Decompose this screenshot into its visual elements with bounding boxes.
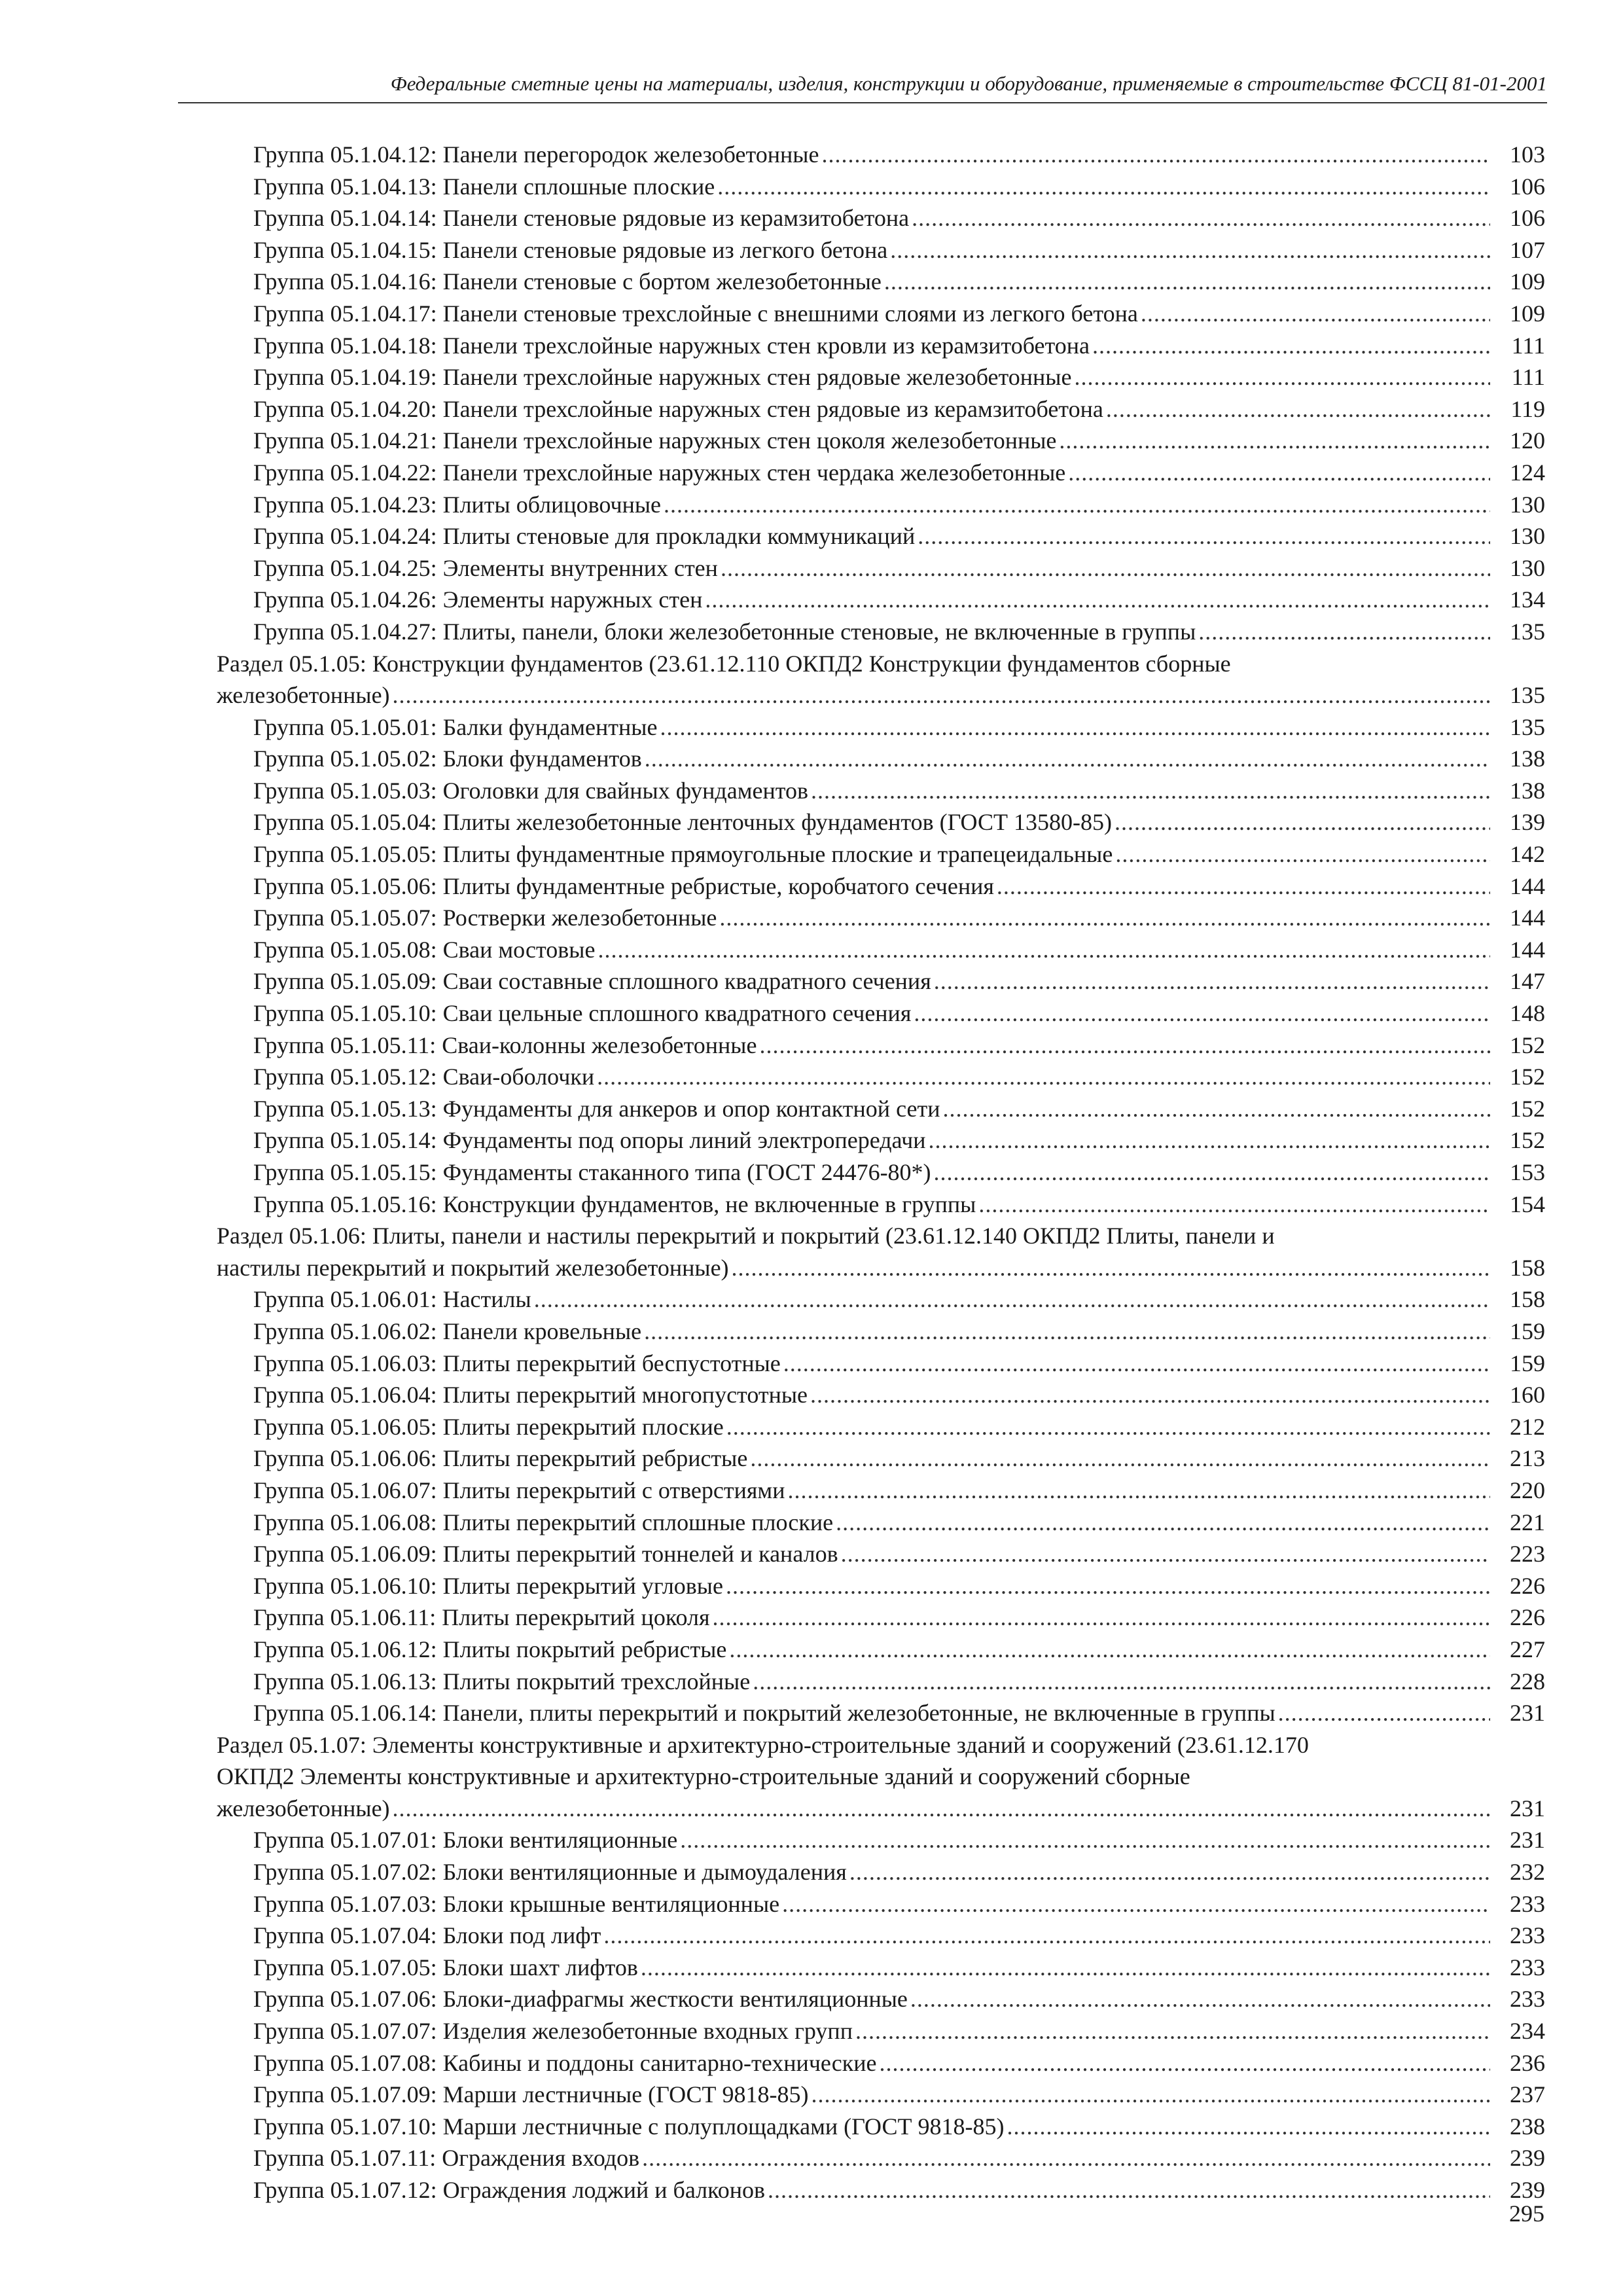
toc-group-entry[interactable] bbox=[217, 934, 1545, 966]
toc-entry-title: Группа 05.1.04.15: Панели стеновые рядовые из легкого бетона bbox=[253, 236, 888, 263]
dot-leader bbox=[719, 902, 1490, 934]
dot-leader bbox=[1059, 425, 1490, 457]
toc-entry-title: Группа 05.1.04.27: Плиты, панели, блоки железобетонные стеновые, не включенные в группы bbox=[253, 618, 1196, 645]
dot-leader bbox=[841, 1538, 1490, 1570]
toc-group-entry[interactable] bbox=[217, 1697, 1545, 1729]
toc-entry-page: 231 bbox=[1510, 1700, 1545, 1727]
dot-leader bbox=[393, 1793, 1490, 1825]
toc-group-entry[interactable] bbox=[217, 2079, 1545, 2111]
toc-entry-page: 134 bbox=[1510, 586, 1545, 613]
toc-entry-title: Группа 05.1.06.02: Панели кровельные bbox=[253, 1318, 642, 1344]
dot-leader bbox=[597, 1061, 1490, 1093]
toc-entry-title: Группа 05.1.06.01: Настилы bbox=[253, 1286, 531, 1313]
dot-leader bbox=[997, 870, 1490, 903]
toc-entry-page: 153 bbox=[1510, 1159, 1545, 1185]
toc-group-entry[interactable] bbox=[217, 457, 1545, 489]
toc-entry-page: 147 bbox=[1510, 968, 1545, 995]
toc-entry-page: 158 bbox=[1510, 1286, 1545, 1313]
dot-leader bbox=[713, 1602, 1490, 1634]
toc-group-entry[interactable] bbox=[217, 520, 1545, 552]
toc-group-entry[interactable] bbox=[217, 1952, 1545, 1984]
toc-entry-page: 135 bbox=[1510, 713, 1545, 740]
toc-entry-page: 220 bbox=[1510, 1477, 1545, 1503]
dot-leader bbox=[597, 934, 1490, 966]
toc-entry-page: 231 bbox=[1510, 1795, 1545, 1821]
toc-group-entry[interactable] bbox=[217, 202, 1545, 234]
toc-entry-title: Группа 05.1.07.01: Блоки вентиляционные bbox=[253, 1827, 678, 1854]
toc-entry-page: 130 bbox=[1510, 523, 1545, 550]
toc-group-entry[interactable] bbox=[217, 1379, 1545, 1411]
toc-group-entry[interactable] bbox=[217, 489, 1545, 521]
toc-group-entry[interactable] bbox=[217, 1283, 1545, 1316]
table-of-contents bbox=[217, 139, 1545, 2206]
toc-entry-title: Группа 05.1.04.18: Панели трехслойные наружных стен кровли из керамзитобетона bbox=[253, 332, 1090, 359]
dot-leader bbox=[1115, 806, 1490, 838]
dot-leader bbox=[729, 1634, 1490, 1666]
toc-entry-page: 160 bbox=[1510, 1382, 1545, 1408]
toc-entry-page: 233 bbox=[1510, 1922, 1545, 1949]
dot-leader bbox=[836, 1507, 1490, 1539]
toc-entry-title: Группа 05.1.05.03: Оголовки для свайных фундаментов bbox=[253, 777, 809, 804]
toc-entry-page: 233 bbox=[1510, 1954, 1545, 1981]
toc-entry-page: 138 bbox=[1510, 745, 1545, 772]
dot-leader bbox=[821, 139, 1490, 171]
toc-entry-title: Группа 05.1.04.14: Панели стеновые рядовые из керамзитобетона bbox=[253, 205, 910, 232]
toc-entry-page: 107 bbox=[1510, 236, 1545, 263]
toc-group-entry[interactable] bbox=[217, 1666, 1545, 1698]
page-number: 295 bbox=[1509, 2200, 1544, 2227]
toc-section-entry[interactable] bbox=[217, 679, 1545, 711]
toc-entry-page: 106 bbox=[1510, 205, 1545, 232]
toc-group-entry[interactable] bbox=[217, 616, 1545, 648]
toc-entry-title: Группа 05.1.07.05: Блоки шахт лифтов bbox=[253, 1954, 638, 1981]
toc-entry-title: Группа 05.1.07.09: Марши лестничные (ГОСТ 9818-85) bbox=[253, 2081, 809, 2108]
toc-entry-page: 152 bbox=[1510, 1095, 1545, 1122]
toc-entry-title: Группа 05.1.05.16: Конструкции фундаментов, не включенные в группы bbox=[253, 1191, 976, 1217]
dot-leader bbox=[1074, 361, 1490, 393]
toc-entry-page: 144 bbox=[1510, 936, 1545, 963]
toc-group-entry[interactable] bbox=[217, 1602, 1545, 1634]
dot-leader bbox=[726, 1411, 1490, 1443]
dot-leader bbox=[1278, 1697, 1490, 1729]
dot-leader bbox=[811, 775, 1490, 807]
toc-entry-page: 119 bbox=[1510, 395, 1545, 422]
toc-group-entry[interactable] bbox=[217, 393, 1545, 425]
toc-group-entry[interactable] bbox=[217, 1475, 1545, 1507]
toc-entry-page: 109 bbox=[1510, 300, 1545, 327]
toc-entry-page: 135 bbox=[1510, 618, 1545, 645]
toc-group-entry[interactable] bbox=[217, 838, 1545, 870]
dot-leader bbox=[1141, 298, 1490, 330]
dot-leader bbox=[1198, 616, 1490, 648]
toc-entry-page: 159 bbox=[1510, 1318, 1545, 1344]
toc-group-entry[interactable] bbox=[217, 1507, 1545, 1539]
toc-entry-page: 233 bbox=[1510, 1890, 1545, 1917]
dot-leader bbox=[855, 2015, 1490, 2047]
toc-entry-page: 142 bbox=[1510, 841, 1545, 868]
toc-entry-page: 103 bbox=[1510, 141, 1545, 168]
toc-entry-page: 111 bbox=[1511, 332, 1545, 359]
toc-group-entry[interactable] bbox=[217, 1920, 1545, 1952]
dot-leader bbox=[759, 1030, 1490, 1062]
toc-entry-title: Группа 05.1.05.06: Плиты фундаментные ребристые, коробчатого сечения bbox=[253, 872, 994, 899]
dot-leader bbox=[912, 202, 1490, 234]
dot-leader bbox=[1068, 457, 1490, 489]
dot-leader bbox=[812, 2079, 1491, 2111]
dot-leader bbox=[880, 2047, 1490, 2079]
toc-entry-page: 228 bbox=[1510, 1668, 1545, 1695]
toc-group-entry[interactable] bbox=[217, 806, 1545, 838]
toc-entry-title: Группа 05.1.06.03: Плиты перекрытий беспустотные bbox=[253, 1350, 781, 1376]
toc-entry-page: 135 bbox=[1510, 682, 1545, 709]
toc-entry-page: 120 bbox=[1510, 427, 1545, 454]
toc-group-entry[interactable] bbox=[217, 1093, 1545, 1125]
toc-entry-title: Группа 05.1.04.26: Элементы наружных стен bbox=[253, 586, 703, 613]
dot-leader bbox=[884, 266, 1490, 298]
dot-leader bbox=[393, 679, 1490, 711]
toc-group-entry[interactable] bbox=[217, 2111, 1545, 2143]
toc-entry-page: 130 bbox=[1510, 554, 1545, 581]
dot-leader bbox=[1092, 330, 1490, 362]
dot-leader bbox=[928, 1124, 1490, 1157]
dot-leader bbox=[642, 2142, 1490, 2174]
dot-leader bbox=[641, 1952, 1490, 1984]
toc-entry-title: Группа 05.1.05.15: Фундаменты стаканного типа (ГОСТ 24476-80*) bbox=[253, 1159, 931, 1185]
dot-leader bbox=[1007, 2111, 1490, 2143]
dot-leader bbox=[664, 489, 1490, 521]
toc-entry-page: 158 bbox=[1510, 1254, 1545, 1281]
toc-entry-page: 154 bbox=[1510, 1191, 1545, 1217]
toc-entry-page: 232 bbox=[1510, 1859, 1545, 1886]
toc-entry-page: 106 bbox=[1510, 173, 1545, 200]
toc-entry-title: Группа 05.1.06.12: Плиты покрытий ребристые bbox=[253, 1636, 727, 1662]
toc-entry-title: Группа 05.1.07.07: Изделия железобетонные входных групп bbox=[253, 2018, 853, 2045]
toc-entry-page: 148 bbox=[1510, 1000, 1545, 1027]
dot-leader bbox=[603, 1920, 1490, 1952]
toc-section-heading-cont[interactable]: ОКПД2 Элементы конструктивные и архитектурно-строительные зданий и сооружений сборные bbox=[217, 1763, 1190, 1790]
toc-group-entry[interactable] bbox=[217, 1411, 1545, 1443]
dot-leader bbox=[1115, 838, 1490, 870]
toc-entry-page: 152 bbox=[1510, 1031, 1545, 1058]
toc-entry-title: Группа 05.1.05.13: Фундаменты для анкеров и опор контактной сети bbox=[253, 1095, 940, 1122]
dot-leader bbox=[934, 1157, 1490, 1189]
toc-entry-title: Группа 05.1.04.16: Панели стеновые с бортом железобетонные bbox=[253, 268, 882, 295]
toc-group-entry[interactable] bbox=[217, 1983, 1545, 2015]
toc-group-entry[interactable] bbox=[217, 1443, 1545, 1475]
toc-group-entry[interactable] bbox=[217, 2047, 1545, 2079]
toc-entry-title: Группа 05.1.07.11: Ограждения входов bbox=[253, 2145, 640, 2172]
toc-entry-page: 124 bbox=[1510, 459, 1545, 486]
toc-entry-title: Группа 05.1.07.02: Блоки вентиляционные и дымоудаления bbox=[253, 1859, 847, 1886]
toc-entry-title: Группа 05.1.06.13: Плиты покрытий трехслойные bbox=[253, 1668, 751, 1695]
toc-entry-title: Группа 05.1.06.14: Панели, плиты перекрытий и покрытий железобетонные, не включенные в группы bbox=[253, 1700, 1275, 1727]
toc-entry-page: 144 bbox=[1510, 872, 1545, 899]
dot-leader bbox=[783, 1348, 1490, 1380]
toc-entry-title: Группа 05.1.07.04: Блоки под лифт bbox=[253, 1922, 601, 1949]
toc-group-entry[interactable] bbox=[217, 2174, 1545, 2206]
toc-group-entry[interactable] bbox=[217, 1124, 1545, 1157]
toc-entry-title: Группа 05.1.06.10: Плиты перекрытий угловые bbox=[253, 1572, 723, 1599]
toc-entry-title: Группа 05.1.05.14: Фундаменты под опоры линий электропередачи bbox=[253, 1127, 926, 1154]
toc-group-entry[interactable] bbox=[217, 1538, 1545, 1570]
toc-group-entry[interactable] bbox=[217, 552, 1545, 584]
toc-entry-title: Группа 05.1.05.01: Балки фундаментные bbox=[253, 713, 658, 740]
toc-entry-title: Группа 05.1.05.11: Сваи-колонны железобетонные bbox=[253, 1031, 757, 1058]
toc-entry-title: Группа 05.1.05.12: Сваи-оболочки bbox=[253, 1064, 595, 1090]
dot-leader bbox=[942, 1093, 1490, 1125]
dot-leader bbox=[645, 743, 1490, 775]
toc-group-entry[interactable] bbox=[217, 1856, 1545, 1888]
toc-entry-title: Группа 05.1.06.09: Плиты перекрытий тоннелей и каналов bbox=[253, 1541, 838, 1568]
dot-leader bbox=[978, 1189, 1490, 1221]
dot-leader bbox=[644, 1316, 1490, 1348]
toc-entry-title: железобетонные) bbox=[217, 1795, 390, 1821]
toc-entry-title: Группа 05.1.04.23: Плиты облицовочные bbox=[253, 491, 662, 518]
toc-entry-page: 213 bbox=[1510, 1445, 1545, 1472]
toc-entry-title: Группа 05.1.04.24: Плиты стеновые для прокладки коммуникаций bbox=[253, 523, 916, 550]
toc-entry-page: 130 bbox=[1510, 491, 1545, 518]
toc-entry-page: 234 bbox=[1510, 2018, 1545, 2045]
toc-section-heading[interactable]: Раздел 05.1.05: Конструкции фундаментов (23.61.12.110 ОКПД2 Конструкции фундаментов сборные bbox=[217, 650, 1231, 677]
toc-section-heading[interactable]: Раздел 05.1.06: Плиты, панели и настилы перекрытий и покрытий (23.61.12.140 ОКПД2 Плиты, панели и bbox=[217, 1223, 1275, 1249]
toc-group-entry[interactable] bbox=[217, 902, 1545, 934]
toc-entry-page: 159 bbox=[1510, 1350, 1545, 1376]
dot-leader bbox=[660, 711, 1490, 744]
toc-entry-title: Группа 05.1.06.06: Плиты перекрытий ребристые bbox=[253, 1445, 748, 1472]
toc-section-entry[interactable] bbox=[217, 1252, 1545, 1284]
dot-leader bbox=[1106, 393, 1490, 425]
toc-group-entry[interactable] bbox=[217, 2142, 1545, 2174]
dot-leader bbox=[750, 1443, 1490, 1475]
toc-entry-page: 236 bbox=[1510, 2049, 1545, 2076]
toc-entry-page: 227 bbox=[1510, 1636, 1545, 1662]
toc-group-entry[interactable] bbox=[217, 775, 1545, 807]
dot-leader bbox=[934, 965, 1490, 997]
toc-entry-title: Группа 05.1.04.25: Элементы внутренних стен bbox=[253, 554, 718, 581]
toc-group-entry[interactable] bbox=[217, 1348, 1545, 1380]
dot-leader bbox=[768, 2174, 1490, 2206]
toc-entry-title: Группа 05.1.04.22: Панели трехслойные наружных стен чердака железобетонные bbox=[253, 459, 1066, 486]
toc-entry-title: Группа 05.1.07.10: Марши лестничные с полуплощадками (ГОСТ 9818-85) bbox=[253, 2113, 1005, 2140]
dot-leader bbox=[787, 1475, 1490, 1507]
dot-leader bbox=[732, 1252, 1490, 1284]
dot-leader bbox=[726, 1570, 1490, 1602]
toc-entry-page: 138 bbox=[1510, 777, 1545, 804]
toc-entry-title: Группа 05.1.06.07: Плиты перекрытий с отверстиями bbox=[253, 1477, 785, 1503]
running-header: Федеральные сметные цены на материалы, изделия, конструкции и оборудование, применяемые в строительстве ФССЦ 81-01-2001 bbox=[390, 72, 1547, 95]
toc-entry-page: 238 bbox=[1510, 2113, 1545, 2140]
toc-group-entry[interactable] bbox=[217, 997, 1545, 1030]
dot-leader bbox=[717, 171, 1490, 203]
toc-entry-page: 152 bbox=[1510, 1064, 1545, 1090]
toc-entry-page: 237 bbox=[1510, 2081, 1545, 2108]
toc-entry-title: Группа 05.1.05.09: Сваи составные сплошного квадратного сечения bbox=[253, 968, 931, 995]
toc-group-entry[interactable] bbox=[217, 1570, 1545, 1602]
toc-entry-page: 139 bbox=[1510, 809, 1545, 836]
toc-group-entry[interactable] bbox=[217, 1189, 1545, 1221]
toc-entry-title: Группа 05.1.04.13: Панели сплошные плоские bbox=[253, 173, 715, 200]
toc-entry-page: 152 bbox=[1510, 1127, 1545, 1154]
toc-group-entry[interactable] bbox=[217, 1316, 1545, 1348]
toc-group-entry[interactable] bbox=[217, 1824, 1545, 1856]
toc-entry-page: 212 bbox=[1510, 1413, 1545, 1440]
toc-entry-page: 239 bbox=[1510, 2145, 1545, 2172]
dot-leader bbox=[910, 1983, 1490, 2015]
toc-entry-title: Группа 05.1.04.12: Панели перегородок железобетонные bbox=[253, 141, 819, 168]
toc-group-entry[interactable] bbox=[217, 1888, 1545, 1920]
toc-entry-page: 233 bbox=[1510, 1986, 1545, 2013]
toc-entry-title: Группа 05.1.05.04: Плиты железобетонные ленточных фундаментов (ГОСТ 13580-85) bbox=[253, 809, 1112, 836]
toc-group-entry[interactable] bbox=[217, 711, 1545, 744]
dot-leader bbox=[782, 1888, 1490, 1920]
toc-entry-title: Группа 05.1.04.21: Панели трехслойные наружных стен цоколя железобетонные bbox=[253, 427, 1057, 454]
toc-group-entry[interactable] bbox=[217, 965, 1545, 997]
toc-entry-page: 239 bbox=[1510, 2177, 1545, 2203]
toc-group-entry[interactable] bbox=[217, 234, 1545, 266]
dot-leader bbox=[534, 1283, 1490, 1316]
toc-entry-page: 221 bbox=[1510, 1509, 1545, 1535]
toc-group-entry[interactable] bbox=[217, 584, 1545, 616]
toc-group-entry[interactable] bbox=[217, 298, 1545, 330]
header-rule bbox=[178, 102, 1547, 103]
dot-leader bbox=[810, 1379, 1490, 1411]
toc-entry-title: Группа 05.1.06.08: Плиты перекрытий сплошные плоские bbox=[253, 1509, 834, 1535]
toc-entry-title: Группа 05.1.04.17: Панели стеновые трехслойные с внешними слоями из легкого бетона bbox=[253, 300, 1138, 327]
toc-entry-title: Группа 05.1.04.20: Панели трехслойные наружных стен рядовые из керамзитобетона bbox=[253, 395, 1103, 422]
dot-leader bbox=[918, 520, 1490, 552]
toc-entry-title: Группа 05.1.06.05: Плиты перекрытий плоские bbox=[253, 1413, 724, 1440]
toc-entry-page: 223 bbox=[1510, 1541, 1545, 1568]
toc-entry-page: 111 bbox=[1511, 364, 1545, 391]
dot-leader bbox=[914, 997, 1490, 1030]
dot-leader bbox=[890, 234, 1490, 266]
toc-entry-title: настилы перекрытий и покрытий железобетонные) bbox=[217, 1254, 729, 1281]
toc-group-entry[interactable] bbox=[217, 1634, 1545, 1666]
dot-leader bbox=[705, 584, 1490, 616]
toc-entry-page: 109 bbox=[1510, 268, 1545, 295]
toc-entry-page: 231 bbox=[1510, 1827, 1545, 1854]
toc-group-entry[interactable] bbox=[217, 1157, 1545, 1189]
toc-entry-title: Группа 05.1.07.06: Блоки-диафрагмы жесткости вентиляционные bbox=[253, 1986, 908, 2013]
toc-group-entry[interactable] bbox=[217, 266, 1545, 298]
toc-section-entry[interactable] bbox=[217, 1793, 1545, 1825]
toc-entry-title: Группа 05.1.05.07: Ростверки железобетонные bbox=[253, 905, 717, 931]
toc-section-heading[interactable]: Раздел 05.1.07: Элементы конструктивные и архитектурно-строительные зданий и сооружений (23.61.12.170 bbox=[217, 1731, 1309, 1758]
toc-entry-title: Группа 05.1.05.08: Сваи мостовые bbox=[253, 936, 596, 963]
toc-entry-title: Группа 05.1.07.03: Блоки крышные вентиляционные bbox=[253, 1890, 780, 1917]
toc-group-entry[interactable] bbox=[217, 425, 1545, 457]
toc-entry-page: 226 bbox=[1510, 1572, 1545, 1599]
toc-group-entry[interactable] bbox=[217, 1030, 1545, 1062]
toc-entry-page: 144 bbox=[1510, 905, 1545, 931]
toc-group-entry[interactable] bbox=[217, 171, 1545, 203]
toc-entry-title: Группа 05.1.07.12: Ограждения лоджий и балконов bbox=[253, 2177, 765, 2203]
toc-entry-page: 226 bbox=[1510, 1604, 1545, 1631]
toc-entry-title: Группа 05.1.05.02: Блоки фундаментов bbox=[253, 745, 642, 772]
dot-leader bbox=[680, 1824, 1490, 1856]
toc-entry-title: железобетонные) bbox=[217, 682, 390, 709]
toc-entry-title: Группа 05.1.06.04: Плиты перекрытий многопустотные bbox=[253, 1382, 808, 1408]
toc-group-entry[interactable] bbox=[217, 139, 1545, 171]
dot-leader bbox=[721, 552, 1490, 584]
toc-group-entry[interactable] bbox=[217, 330, 1545, 362]
toc-entry-title: Группа 05.1.05.05: Плиты фундаментные прямоугольные плоские и трапецеидальные bbox=[253, 841, 1113, 868]
toc-group-entry[interactable] bbox=[217, 1061, 1545, 1093]
toc-entry-title: Группа 05.1.07.08: Кабины и поддоны санитарно-технические bbox=[253, 2049, 877, 2076]
dot-leader bbox=[849, 1856, 1490, 1888]
toc-group-entry[interactable] bbox=[217, 361, 1545, 393]
toc-entry-title: Группа 05.1.06.11: Плиты перекрытий цоколя bbox=[253, 1604, 710, 1631]
toc-group-entry[interactable] bbox=[217, 2015, 1545, 2047]
dot-leader bbox=[753, 1666, 1490, 1698]
toc-group-entry[interactable] bbox=[217, 743, 1545, 775]
toc-entry-title: Группа 05.1.04.19: Панели трехслойные наружных стен рядовые железобетонные bbox=[253, 364, 1072, 391]
toc-entry-title: Группа 05.1.05.10: Сваи цельные сплошного квадратного сечения bbox=[253, 1000, 912, 1027]
toc-group-entry[interactable] bbox=[217, 870, 1545, 903]
